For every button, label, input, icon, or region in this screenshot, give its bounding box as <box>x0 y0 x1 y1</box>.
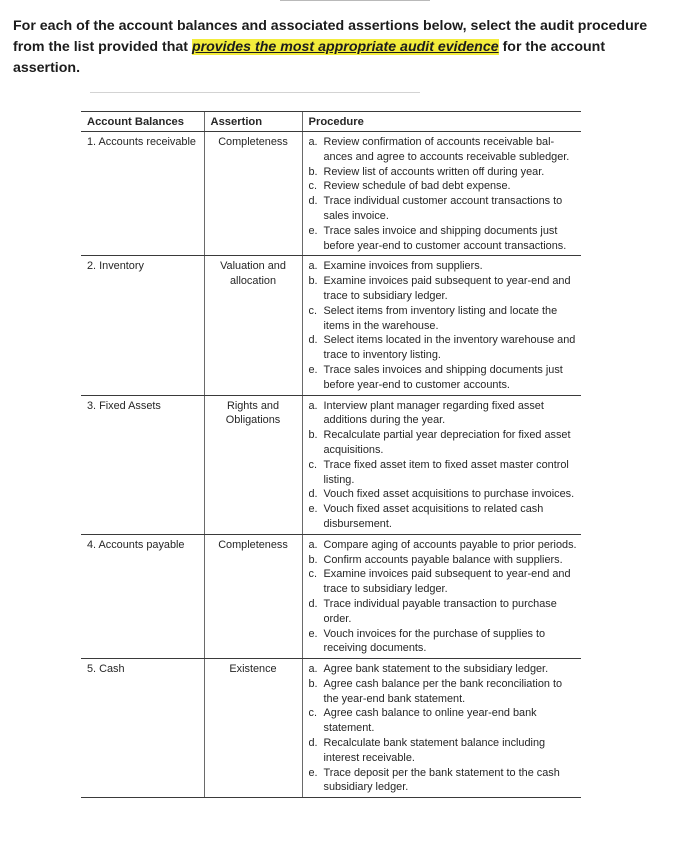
procedure-option-text: Confirm accounts payable balance with suppliers. <box>323 553 563 566</box>
procedure-option-text: Compare aging of accounts payable to prior periods. <box>323 538 577 551</box>
procedure-option-text: Trace individual payable transaction to purchase order. <box>323 597 557 625</box>
procedure-option <box>309 538 580 553</box>
procedure-option <box>309 567 580 597</box>
procedure-option-letter: b. <box>308 677 318 690</box>
procedure-cell <box>302 256 581 395</box>
procedure-option <box>309 458 580 488</box>
procedure-option-letter: d. <box>308 334 318 347</box>
procedure-option-text: Select items located in the inventory warehouse and trace to inventory listing. <box>323 334 576 362</box>
procedure-option-letter: a. <box>308 260 318 273</box>
procedure-option-text: Trace individual customer account transactions to sales invoice. <box>323 195 563 222</box>
procedure-option-letter: e. <box>308 224 318 237</box>
procedure-option-letter: d. <box>308 597 318 610</box>
procedure-option <box>309 677 580 707</box>
procedure-option-text: Examine invoices paid subsequent to year-end and trace to subsidiary ledger. <box>323 568 571 596</box>
procedure-option <box>309 597 580 627</box>
procedure-option <box>309 502 580 532</box>
procedure-option-letter: a. <box>308 399 318 412</box>
procedure-option-letter: d. <box>308 737 318 750</box>
procedure-option-text: Review list of accounts written off during year. <box>323 165 545 178</box>
procedure-option-letter: e. <box>308 363 318 376</box>
procedure-option <box>309 259 580 274</box>
procedure-option-text: Recalculate partial year depreciation for fixed asset acquisitions. <box>323 429 571 456</box>
procedure-cell <box>302 395 581 534</box>
scan-artifact-line <box>280 0 430 3</box>
procedure-option <box>309 304 580 334</box>
procedure-option-text: Recalculate bank statement balance including interest receivable. <box>323 737 546 764</box>
procedure-option-letter: c. <box>308 707 317 720</box>
procedure-option-text: Agree cash balance to online year-end bank statement. <box>323 707 537 735</box>
assertion-cell: Completeness <box>204 534 302 658</box>
assertion-cell: Rights and Obligations <box>204 395 302 534</box>
table-row <box>81 256 581 395</box>
procedure-option-letter: e. <box>308 627 318 640</box>
procedure-option <box>309 135 580 165</box>
table-row <box>81 534 581 658</box>
procedure-option-text: Vouch fixed asset acquisitions to purchase invoices. <box>323 488 575 501</box>
procedure-option-text: Trace fixed asset item to fixed asset master control listing. <box>323 458 569 486</box>
procedure-option-letter: e. <box>308 503 318 516</box>
procedure-option-letter: a. <box>308 663 318 676</box>
account-balance-cell: 2. Inventory <box>81 256 204 395</box>
procedure-option <box>309 487 580 502</box>
header-procedure: Procedure <box>302 112 581 132</box>
procedure-list <box>309 399 580 532</box>
procedure-option-letter: d. <box>308 488 318 501</box>
procedure-option-text: Examine invoices from suppliers. <box>323 260 483 273</box>
procedure-option-text: Examine invoices paid subsequent to year-end and trace to subsidiary ledger. <box>323 275 571 302</box>
procedure-option-text: Trace deposit per the bank statement to the cash subsidiary ledger. <box>323 766 560 794</box>
procedure-option <box>309 553 580 568</box>
procedure-option-letter: c. <box>308 180 317 193</box>
procedure-option <box>309 428 580 458</box>
procedure-option-text: Interview plant manager regarding fixed asset additions during the year. <box>323 399 544 427</box>
instructions-text: For each of the account balances and associated assertions below, select the audit procedure from the list provided that <box>13 18 648 55</box>
table-body <box>81 132 581 798</box>
procedure-option-text: Trace sales invoice and shipping documents just before year-end to customer account transactions. <box>323 224 567 252</box>
procedure-option-text: Vouch fixed asset acquisitions to related cash disbursement. <box>323 503 544 530</box>
procedure-option-text: Vouch invoices for the purchase of supplies to receiving documents. <box>323 627 546 655</box>
procedure-option <box>309 766 580 796</box>
assertion-cell: Completeness <box>204 132 302 256</box>
procedure-option-text: Review schedule of bad debt expense. <box>323 180 511 193</box>
procedure-cell <box>302 132 581 256</box>
procedure-list <box>309 538 580 656</box>
procedure-option <box>309 333 580 363</box>
procedure-option <box>309 274 580 304</box>
procedure-cell <box>302 534 581 658</box>
scan-artifact-line <box>90 92 420 93</box>
table-row <box>81 132 581 256</box>
procedure-option <box>309 224 580 254</box>
account-balance-cell: 1. Accounts receivable <box>81 132 204 256</box>
procedure-option <box>309 662 580 677</box>
procedure-option <box>309 736 580 766</box>
assertion-cell: Existence <box>204 659 302 798</box>
procedure-option-letter: b. <box>308 429 318 442</box>
table-header-row <box>81 112 581 132</box>
procedure-option-letter: c. <box>308 458 317 471</box>
account-balance-cell: 5. Cash <box>81 659 204 798</box>
procedure-option-text: Agree cash balance per the bank reconciliation to the year-end bank statement. <box>323 677 563 705</box>
instructions-text-end: for the account assertion. <box>13 39 606 76</box>
procedure-list <box>309 259 580 392</box>
audit-procedure-table <box>81 111 581 798</box>
procedure-option-letter: a. <box>308 538 318 551</box>
procedure-option-text: Select items from inventory listing and locate the items in the warehouse. <box>323 304 558 332</box>
table-row <box>81 659 581 798</box>
procedure-option <box>309 399 580 429</box>
procedure-option <box>309 194 580 224</box>
instructions-emphasis: provides the most appropriate audit evidence <box>191 39 499 55</box>
procedure-option <box>309 165 580 180</box>
procedure-option-letter: b. <box>308 165 318 178</box>
account-balance-cell: 3. Fixed Assets <box>81 395 204 534</box>
procedure-list <box>309 662 580 795</box>
procedure-option <box>309 363 580 393</box>
table-row <box>81 395 581 534</box>
procedure-option-letter: c. <box>308 568 317 581</box>
header-account-balances: Account Balances <box>81 112 204 132</box>
procedure-option-letter: d. <box>308 195 318 208</box>
header-assertion: Assertion <box>204 112 302 132</box>
account-balance-cell: 4. Accounts payable <box>81 534 204 658</box>
procedure-option-letter: a. <box>308 136 318 148</box>
procedure-cell <box>302 659 581 798</box>
assertion-cell: Valuation and allocation <box>204 256 302 395</box>
procedure-option-text: Review confirmation of accounts receivable bal-ances and agree to accounts receivable subledger. <box>323 136 570 163</box>
procedure-option-text: Trace sales invoices and shipping documents just before year-end to customer accounts. <box>323 363 563 391</box>
procedure-option-letter: e. <box>308 766 318 779</box>
instructions <box>13 16 673 79</box>
procedure-option <box>309 179 580 194</box>
procedure-option-letter: c. <box>308 304 317 317</box>
procedure-list <box>309 135 580 253</box>
procedure-option <box>309 627 580 657</box>
procedure-option-letter: b. <box>308 275 318 288</box>
procedure-option-text: Agree bank statement to the subsidiary ledger. <box>323 663 549 676</box>
procedure-option-letter: b. <box>308 553 318 566</box>
procedure-option <box>309 706 580 736</box>
